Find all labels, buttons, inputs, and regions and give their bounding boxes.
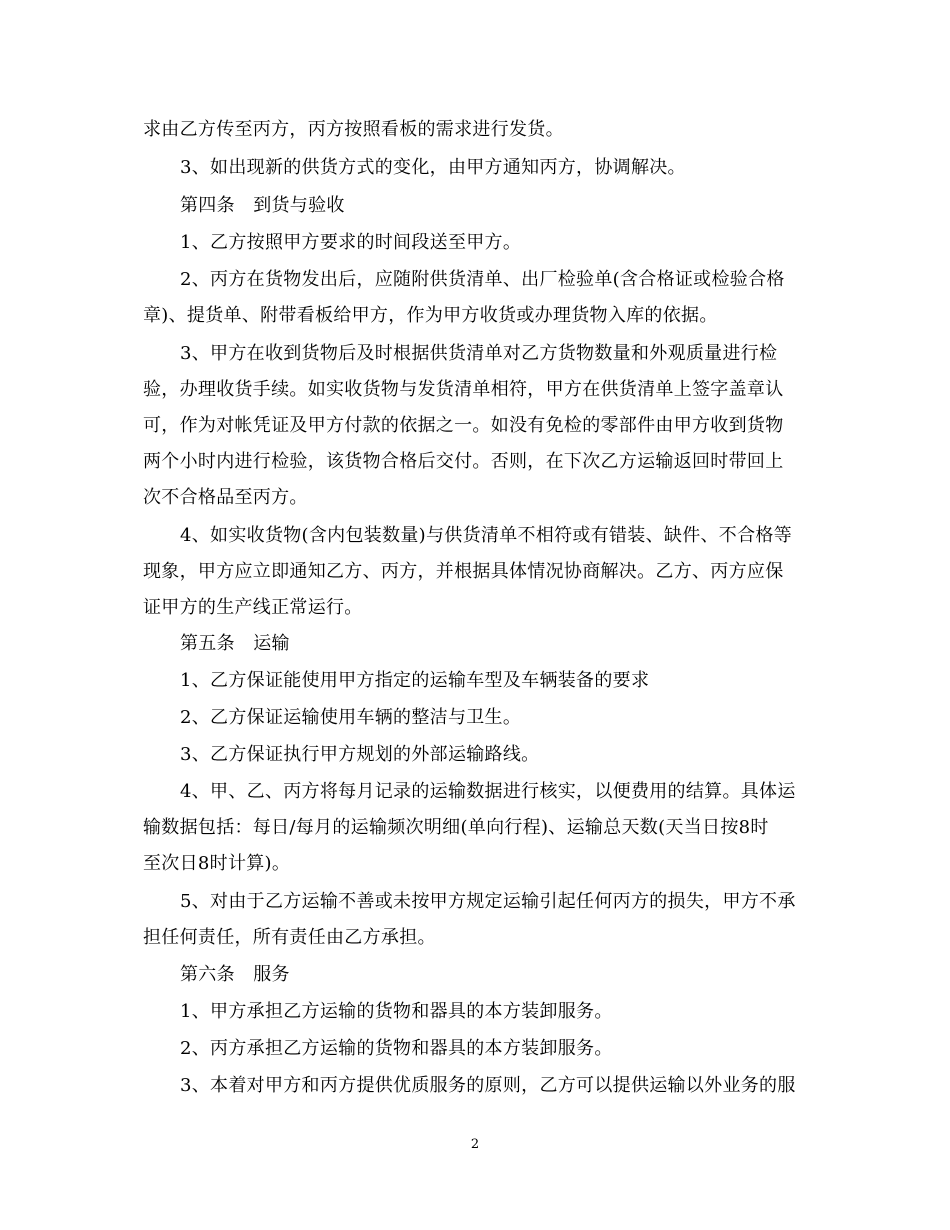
text-line: 证甲方的生产线正常运行。 [143,597,363,618]
text-line: 至次日8时计算)。 [143,853,291,874]
text-line: 验，办理收货手续。如实收货物与发货清单相符，甲方在供货清单上签字盖章认 [143,379,784,400]
text-line: 现象，甲方应立即通知乙方、丙方，并根据具体情况协商解决。乙方、丙方应保 [143,561,784,582]
text-line: 章)、提货单、附带看板给甲方，作为甲方收货或办理货物入库的依据。 [143,305,718,326]
text-line: 1、乙方保证能使用甲方指定的运输车型及车辆装备的要求 [180,670,650,691]
text-line: 两个小时内进行检验，该货物合格后交付。否则，在下次乙方运输返回时带回上 [143,451,784,472]
text-line: 3、本着对甲方和丙方提供优质服务的原则，乙方可以提供运输以外业务的服 [180,1075,796,1096]
text-line: 2、乙方保证运输使用车辆的整洁与卫生。 [180,707,522,728]
text-line: 次不合格品至丙方。 [143,487,308,508]
text-line: 5、对由于乙方运输不善或未按甲方规定运输引起任何丙方的损失，甲方不承 [180,891,796,912]
text-line: 求由乙方传至丙方，丙方按照看板的需求进行发货。 [143,119,564,140]
text-line: 3、如出现新的供货方式的变化，由甲方通知丙方，协调解决。 [180,157,686,178]
text-line: 4、甲、乙、丙方将每月记录的运输数据进行核实，以便费用的结算。具体运 [180,781,796,802]
page-number: 2 [470,1137,480,1152]
text-line: 1、甲方承担乙方运输的货物和器具的本方装卸服务。 [180,1001,613,1022]
text-line: 1、乙方按照甲方要求的时间段送至甲方。 [180,232,522,253]
text-line: 3、甲方在收到货物后及时根据供货清单对乙方货物数量和外观质量进行检 [180,343,778,364]
section-heading: 第六条 服务 [180,964,290,985]
section-heading: 第五条 运输 [180,633,290,654]
text-line: 可，作为对帐凭证及甲方付款的依据之一。如没有免检的零部件由甲方收到货物 [143,415,784,436]
text-line: 3、乙方保证执行甲方规划的外部运输路线。 [180,744,540,765]
text-line: 2、丙方在货物发出后，应随附供货清单、出厂检验单(含合格证或检验合格 [180,269,785,290]
text-line: 4、如实收货物(含内包装数量)与供货清单不相符或有错装、缺件、不合格等 [180,525,792,546]
section-heading: 第四条 到货与验收 [180,195,345,216]
text-line: 担任何责任，所有责任由乙方承担。 [143,927,436,948]
text-line: 2、丙方承担乙方运输的货物和器具的本方装卸服务。 [180,1038,613,1059]
text-line: 输数据包括：每日/每月的运输频次明细(单向行程)、运输总天数(天当日按8时 [143,817,769,838]
